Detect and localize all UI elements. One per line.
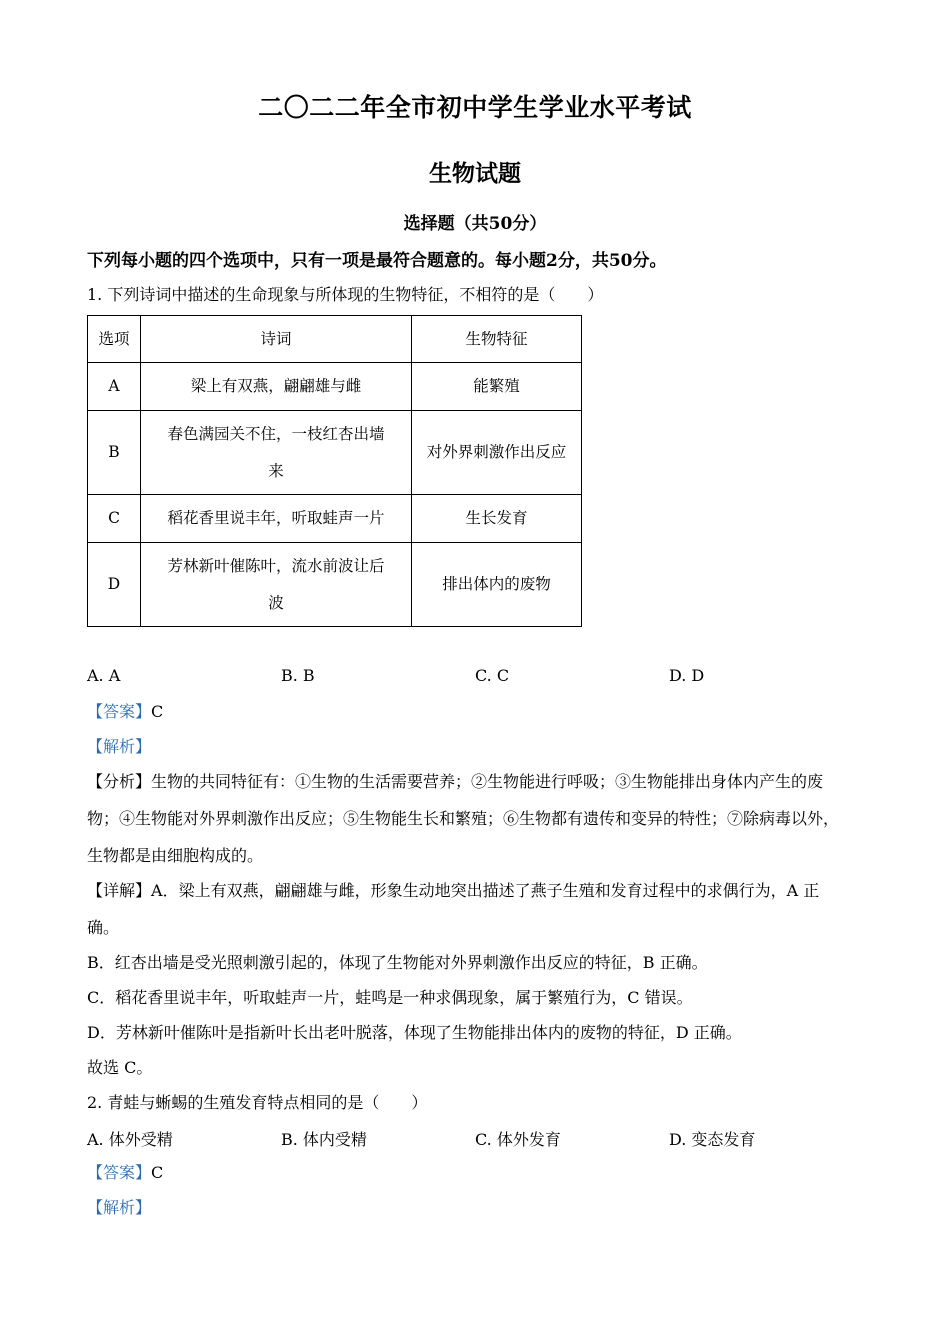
row-feature: 生长发育 (412, 495, 582, 543)
q2-answer (87, 1162, 163, 1184)
instruction-text: 下列每小题的四个选项中，只有一项是最符合题意的。每小题2分，共50分。 (87, 251, 667, 271)
table-row (88, 363, 582, 411)
row-option: D (88, 543, 141, 627)
header-option: 选项 (88, 316, 141, 363)
q2-choice-d: D. 变态发育 (669, 1130, 756, 1149)
q1-analysis-line: 【分析】生物的共同特征有：①生物的生活需要营养；②生物能进行呼吸；③生物能排出身体内产生的废 (87, 772, 824, 791)
q1-choice-a: A. A (87, 666, 121, 685)
answer-value: C (151, 1163, 164, 1182)
header-feature: 生物特征 (412, 316, 582, 363)
section-heading: 选择题（共50分） (403, 214, 547, 234)
q1-detail-line: 确。 (87, 918, 120, 937)
answer-value: C (151, 702, 164, 721)
row-option: A (88, 363, 141, 411)
answer-tag: 【答案】 (87, 1163, 152, 1182)
row-poem: 春色满园关不住，一枝红杏出墙 来 (141, 411, 412, 495)
q1-table (87, 315, 582, 627)
analysis-tag: 【分析】 (87, 772, 152, 791)
q1-explain-tag: 【解析】 (87, 737, 152, 756)
q1-choice-c: C. C (475, 666, 510, 685)
q1-choice-d: D. D (669, 666, 705, 685)
q2-choice-c: C. 体外发育 (475, 1130, 561, 1149)
q2-stem: 2. 青蛙与蜥蜴的生殖发育特点相同的是（ ） (87, 1093, 428, 1112)
row-feature: 能繁殖 (412, 363, 582, 411)
q1-stem: 1. 下列诗词中描述的生命现象与所体现的生物特征，不相符的是（ ） (87, 285, 604, 304)
q1-detail-line: 【详解】A．梁上有双燕，翩翩雄与雌，形象生动地突出描述了燕子生殖和发育过程中的求偶行为，A 正 (87, 881, 820, 900)
row-option: C (88, 495, 141, 543)
page-title: 二〇二二年全市初中学生学业水平考试 (258, 93, 692, 122)
q2-choice-a: A. 体外受精 (87, 1130, 173, 1149)
q1-detail-line: B．红杏出墙是受光照刺激引起的，体现了生物能对外界刺激作出反应的特征，B 正确。 (87, 953, 708, 972)
row-poem: 梁上有双燕，翩翩雄与雌 (141, 363, 412, 411)
row-option: B (88, 411, 141, 495)
answer-tag: 【答案】 (87, 702, 152, 721)
q1-analysis-line: 生物都是由细胞构成的。 (87, 846, 264, 865)
q1-detail-line: D．芳林新叶催陈叶是指新叶长出老叶脱落，体现了生物能排出体内的废物的特征，D 正确。 (87, 1023, 742, 1042)
q1-conclusion: 故选 C。 (87, 1058, 153, 1077)
detail-tag: 【详解】 (87, 881, 152, 900)
table-row (88, 411, 582, 495)
table-header-row (88, 316, 582, 363)
table-row (88, 495, 582, 543)
q1-analysis-line: 物；④生物能对外界刺激作出反应；⑤生物能生长和繁殖；⑥生物都有遗传和变异的特性；⑦除病毒以外， (87, 809, 840, 828)
row-poem: 芳林新叶催陈叶，流水前波让后 波 (141, 543, 412, 627)
q2-explain-tag: 【解析】 (87, 1198, 152, 1217)
q1-answer (87, 701, 163, 723)
table-row (88, 543, 582, 627)
page-subtitle: 生物试题 (429, 160, 521, 187)
q2-choice-b: B. 体内受精 (281, 1130, 367, 1149)
q1-detail-line: C．稻花香里说丰年，听取蛙声一片，蛙鸣是一种求偶现象，属于繁殖行为，C 错误。 (87, 988, 693, 1007)
row-feature: 排出体内的废物 (412, 543, 582, 627)
header-poem: 诗词 (141, 316, 412, 363)
row-feature: 对外界刺激作出反应 (412, 411, 582, 495)
row-poem: 稻花香里说丰年，听取蛙声一片 (141, 495, 412, 543)
q1-choice-b: B. B (281, 666, 315, 685)
